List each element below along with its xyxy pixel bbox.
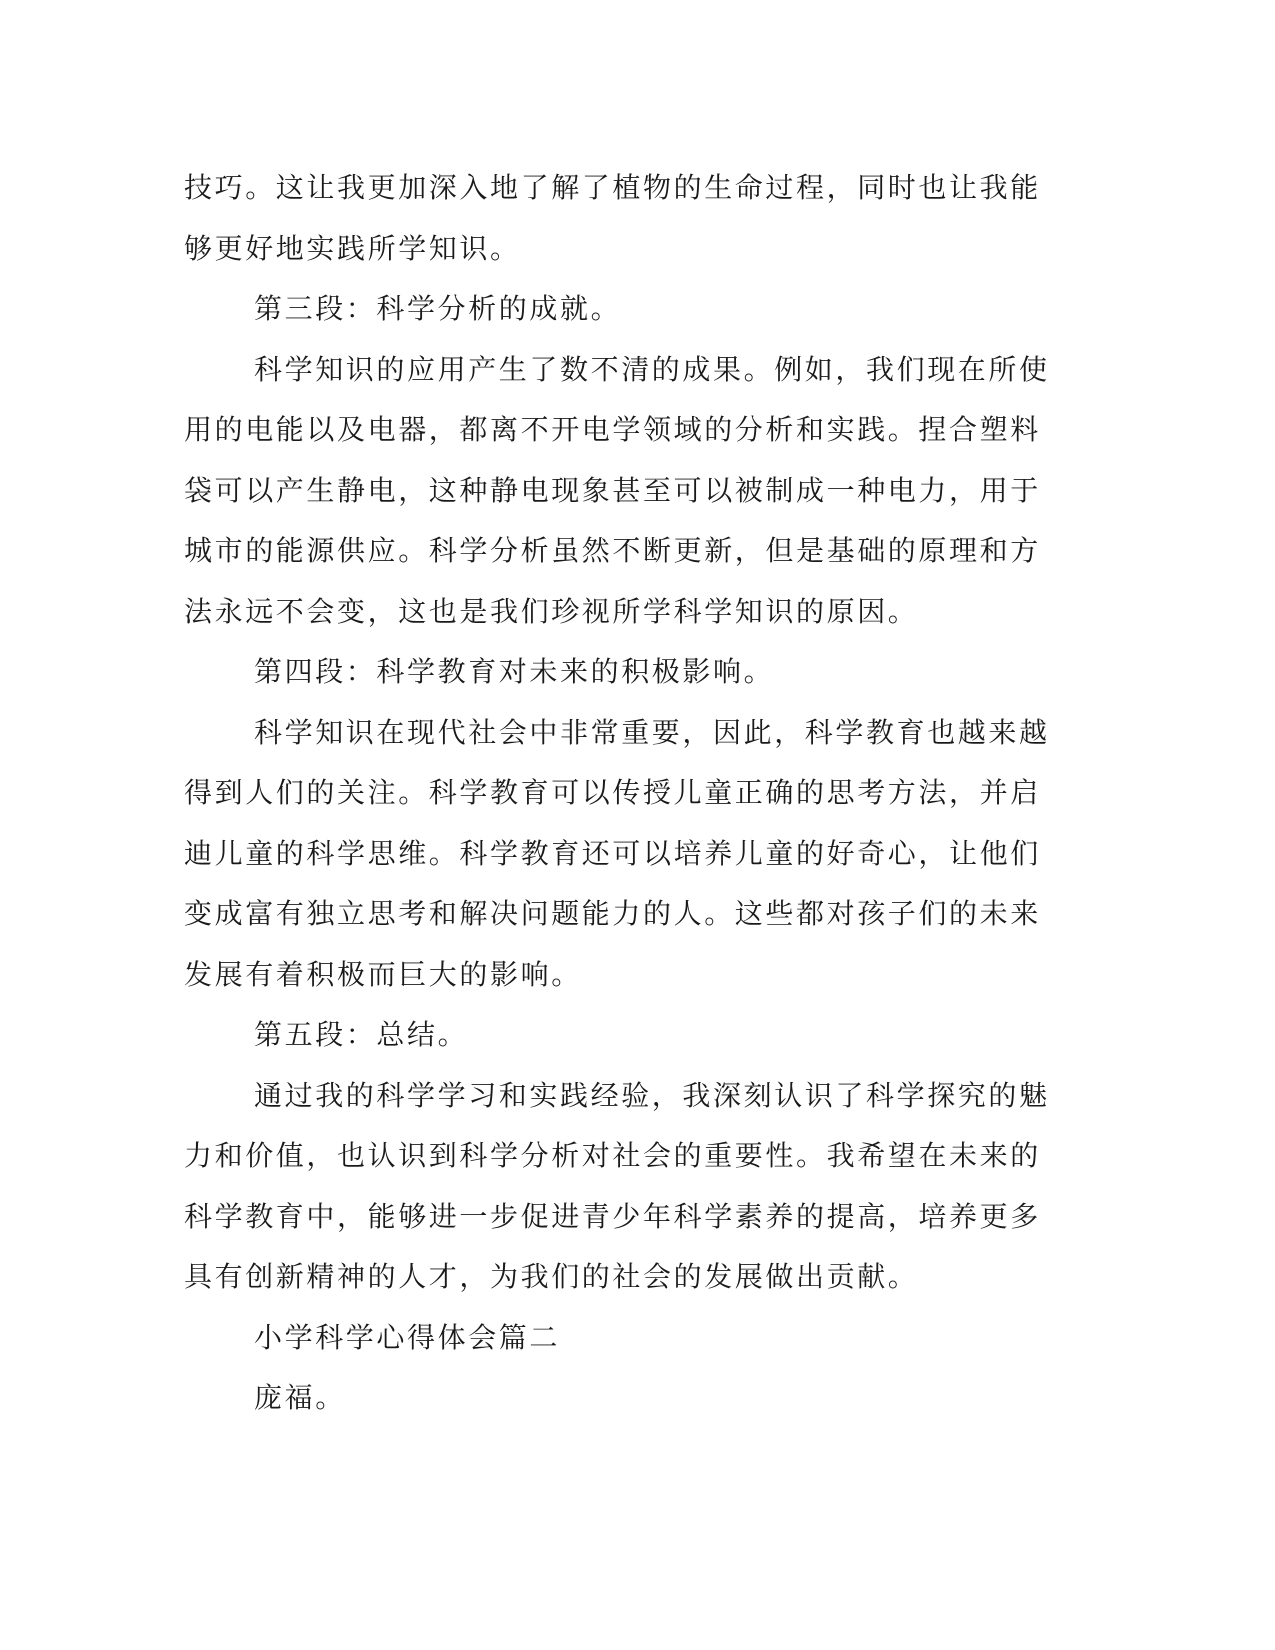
paragraph-section-4: 科学知识在现代社会中非常重要，因此，科学教育也越来越得到人们的关注。科学教育可以传授儿童正确的思考方法，并启迪儿童的科学思维。科学教育还可以培养儿童的好奇心，让他们变成富有独立思考和解决问题能力的人。这些都对孩子们的未来发展有着积极而巨大的影响。 <box>184 715 1050 991</box>
paragraph-continuation: 技巧。这让我更加深入地了解了植物的生命过程，同时也让我能够更好地实践所学知识。 <box>184 171 1041 265</box>
section-heading-4: 第四段：科学教育对未来的积极影响。 <box>254 655 775 688</box>
paragraph-section-3: 科学知识的应用产生了数不清的成果。例如，我们现在所使用的电能以及电器，都离不开电学领域的分析和实践。捏合塑料袋可以产生静电，这种静电现象甚至可以被制成一种电力，用于城市的能源供应。科学分析虽然不断更新，但是基础的原理和方法永远不会变，这也是我们珍视所学科学知识的原因。 <box>184 352 1050 628</box>
section-heading-5: 第五段：总结。 <box>254 1018 469 1051</box>
document-body <box>184 158 1064 1429</box>
article-title-2: 小学科学心得体会篇二 <box>254 1320 561 1354</box>
paragraph-opening: 庞福。 <box>254 1381 346 1414</box>
section-heading-3: 第三段：科学分析的成就。 <box>254 292 622 325</box>
paragraph-section-5: 通过我的科学学习和实践经验，我深刻认识了科学探究的魅力和价值，也认识到科学分析对社会的重要性。我希望在未来的科学教育中，能够进一步促进青少年科学素养的提高，培养更多具有创新精神的人才，为我们的社会的发展做出贡献。 <box>184 1078 1050 1293</box>
